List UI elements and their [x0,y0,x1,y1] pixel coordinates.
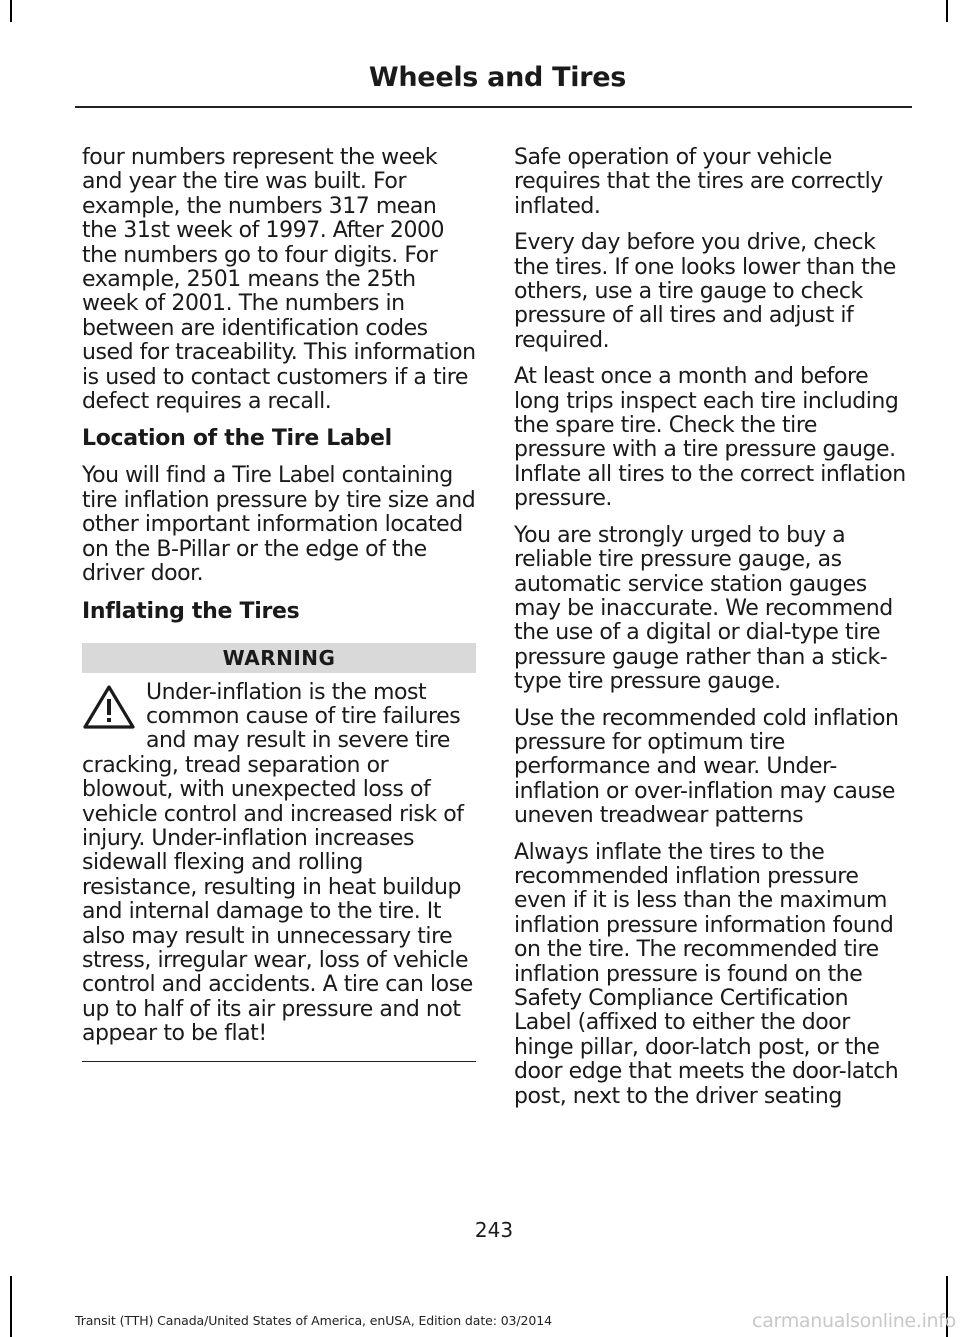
warning-text-block [82,681,476,1047]
paragraph-recommended-pressure: Always inflate the tires to the recommended inflation pressure even if it is less than the maximum inflation pressure information found on the tire. The recommended tire inflation pressure is found on the Safety Compliance Certification Label (affixed to either the door hinge pillar, door-latch post, or the door edge that meets the door-latch post, next to the driver seating [514,839,899,1109]
warning-end-rule [82,1061,476,1063]
paragraph-intro: four numbers represent the week and year the tire was built. For example, the numbers 317 mean the 31st week of 1997. After 2000 the numbers go to four digits. For example, 2501 means the 25th week of 2001. The numbers in between are identification codes used for traceability. This information is used to contact customers if a tire defect requires a recall. [82,145,476,415]
right-column [514,146,910,1121]
left-column [82,146,476,1062]
crop-mark-top-right [946,0,948,22]
paragraph-daily-check: Every day before you drive, check the tires. If one looks lower than the others, use a tire gauge to check pressure of all tires and adjust if required. [514,230,896,353]
heading-tire-label-location: Location of the Tire Label [82,426,392,452]
edition-info: Transit (TTH) Canada/United States of America, enUSA, Edition date: 03/2014 [75,1313,552,1328]
warning-box [82,643,476,1063]
paragraph-monthly-inspection: At least once a month and before long trips inspect each tire including the spare tire. Check the tire pressure with a tire pressure gauge. Inflate all tires to the correct inflation pressure. [514,364,906,512]
crop-mark-bottom-left [10,1276,12,1337]
paragraph-pressure-gauge: You are strongly urged to buy a reliable tire pressure gauge, as automatic service station gauges may be inaccurate. We recommend the use of a digital or dial-type tire pressure gauge rather than a stick-type tire pressure gauge. [514,522,893,695]
heading-inflating-tires: Inflating the Tires [82,598,300,624]
paragraph-safe-operation: Safe operation of your vehicle requires that the tires are correctly inflated. [514,145,883,219]
warning-header: WARNING [82,643,476,673]
watermark-text: carmanualsonline.info [752,1310,956,1332]
warning-text: Under-inflation is the most common cause of tire failures and may result in severe tire cracking, tread separation or blowout, with unexpected loss of vehicle control and increased risk of injury. Under-inflation increases sidewall flexing and rolling resistance, resulting in heat buildup and internal damage to the tire. It also may result in unnecessary tire stress, irregular wear, loss of vehicle control and accidents. A tire can lose up to half of its air pressure and not appear to be flat! [82,679,473,1047]
paragraph-cold-pressure: Use the recommended cold inflation pressure for optimum tire performance and wear. Under-inflation or over-inflation may cause uneven treadwear patterns [514,705,899,829]
section-title: Wheels and Tires [368,62,626,93]
paragraph-tire-label-location: You will find a Tire Label containing tire inflation pressure by tire size and other important information located on the B-Pillar or the edge of the driver door. [82,463,476,587]
page-number: 243 [474,1218,514,1242]
header-rule [75,106,912,108]
crop-mark-top-left [10,0,12,22]
warning-triangle-icon [82,684,136,730]
